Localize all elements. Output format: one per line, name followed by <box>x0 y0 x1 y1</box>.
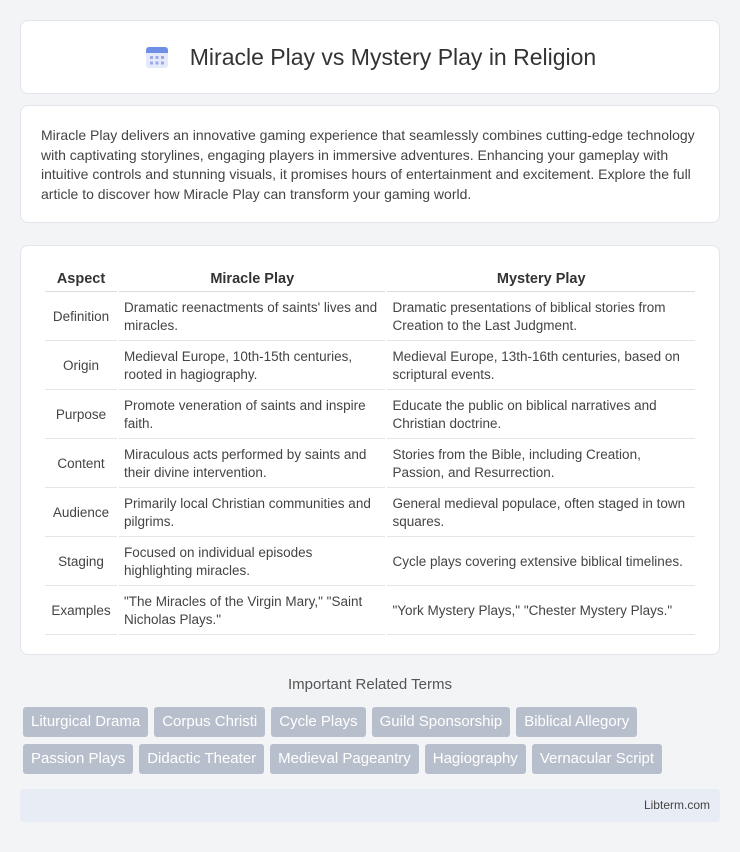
table-row <box>45 343 695 390</box>
aspect-cell: Definition <box>45 294 117 341</box>
aspect-cell: Origin <box>45 343 117 390</box>
miracle-cell: Miraculous acts performed by saints and their divine intervention. <box>119 441 385 488</box>
miracle-cell: Medieval Europe, 10th-15th centuries, rooted in hagiography. <box>119 343 385 390</box>
header-mystery-play: Mystery Play <box>387 266 695 292</box>
tag-medieval-pageantry[interactable]: Medieval Pageantry <box>270 744 419 774</box>
mystery-cell: General medieval populace, often staged in town squares. <box>387 490 695 537</box>
tag-didactic-theater[interactable]: Didactic Theater <box>139 744 264 774</box>
miracle-cell: "The Miracles of the Virgin Mary," "Saint Nicholas Plays." <box>119 588 385 635</box>
table-row <box>45 539 695 586</box>
tag-passion-plays[interactable]: Passion Plays <box>23 744 133 774</box>
footer-site-link[interactable]: Libterm.com <box>643 798 710 812</box>
tag-biblical-allegory[interactable]: Biblical Allegory <box>516 707 637 737</box>
intro-card <box>20 105 720 223</box>
tag-vernacular-script[interactable]: Vernacular Script <box>532 744 662 774</box>
related-terms <box>23 707 723 781</box>
table-row <box>45 392 695 439</box>
comparison-table <box>43 264 697 637</box>
mystery-cell: Medieval Europe, 13th-16th centuries, based on scriptural events. <box>387 343 695 390</box>
comparison-card <box>20 245 720 655</box>
mystery-cell: Dramatic presentations of biblical stories from Creation to the Last Judgment. <box>387 294 695 341</box>
tag-cycle-plays[interactable]: Cycle Plays <box>271 707 365 737</box>
aspect-cell: Purpose <box>45 392 117 439</box>
tag-row <box>23 707 723 737</box>
tag-liturgical-drama[interactable]: Liturgical Drama <box>23 707 148 737</box>
mystery-cell: Stories from the Bible, including Creation, Passion, and Resurrection. <box>387 441 695 488</box>
header-miracle-play: Miracle Play <box>119 266 385 292</box>
table-row <box>45 441 695 488</box>
title-card <box>20 20 720 94</box>
tag-hagiography[interactable]: Hagiography <box>425 744 526 774</box>
aspect-cell: Staging <box>45 539 117 586</box>
tag-corpus-christi[interactable]: Corpus Christi <box>154 707 265 737</box>
miracle-cell: Primarily local Christian communities and pilgrims. <box>119 490 385 537</box>
miracle-cell: Dramatic reenactments of saints' lives and miracles. <box>119 294 385 341</box>
aspect-cell: Audience <box>45 490 117 537</box>
header-aspect: Aspect <box>45 266 117 292</box>
calendar-icon <box>144 44 170 70</box>
aspect-cell: Content <box>45 441 117 488</box>
related-terms-title: Important Related Terms <box>288 676 452 693</box>
mystery-cell: Educate the public on biblical narratives and Christian doctrine. <box>387 392 695 439</box>
aspect-cell: Examples <box>45 588 117 635</box>
page-title: Miracle Play vs Mystery Play in Religion <box>189 43 597 70</box>
mystery-cell: "York Mystery Plays," "Chester Mystery Plays." <box>387 588 695 635</box>
table-row <box>45 490 695 537</box>
table-row <box>45 294 695 341</box>
table-row <box>45 588 695 635</box>
tag-row <box>23 744 723 774</box>
miracle-cell: Promote veneration of saints and inspire faith. <box>119 392 385 439</box>
tag-guild-sponsorship[interactable]: Guild Sponsorship <box>372 707 511 737</box>
table-header-row <box>45 266 695 292</box>
mystery-cell: Cycle plays covering extensive biblical timelines. <box>387 539 695 586</box>
intro-text: Miracle Play delivers an innovative gaming experience that seamlessly combines cutting-edge technology with captivating storylines, engaging players in immersive adventures. Enhancing your gameplay with intuitive controls and stunning visuals, it promises hours of entertainment and excitement. Explore the full article to discover how Miracle Play can transform your gaming world. <box>41 127 695 202</box>
miracle-cell: Focused on individual episodes highlighting miracles. <box>119 539 385 586</box>
footer <box>20 789 720 822</box>
